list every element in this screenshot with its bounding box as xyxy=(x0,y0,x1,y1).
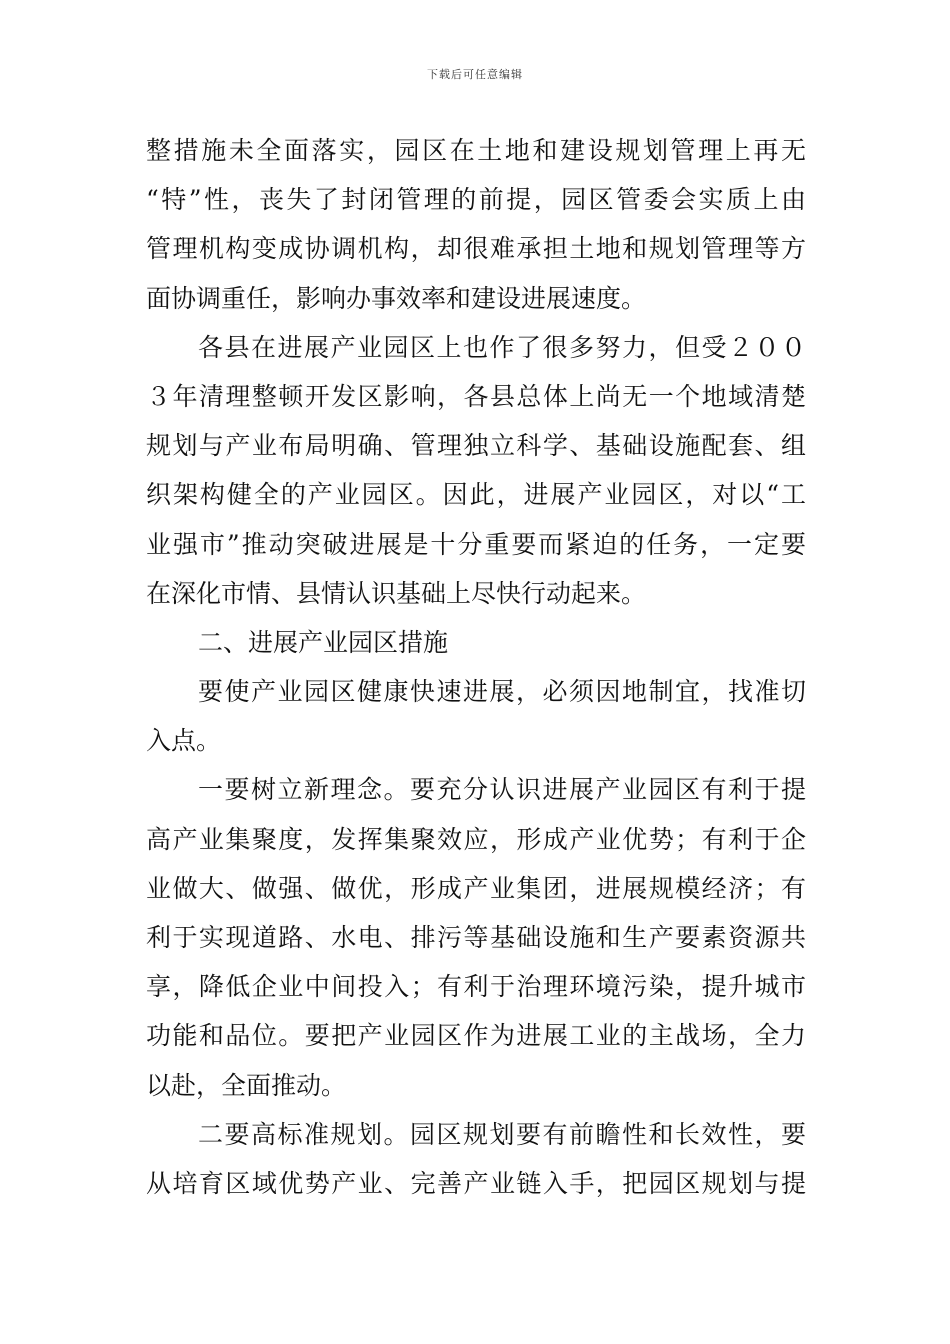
text-line: 从培育区域优势产业、完善产业链入手，把园区规划与提 xyxy=(146,1168,806,1198)
text-line: 面协调重任，影响办事效率和建设进展速度。 xyxy=(146,283,647,313)
text-line: 织架构健全的产业园区。因此，进展产业园区，对以“工 xyxy=(146,480,806,510)
text-line: ３年清理整顿开发区影响，各县总体上尚无一个地域清楚 xyxy=(146,381,806,411)
text-line: “特”性，丧失了封闭管理的前提，园区管委会实质上由 xyxy=(146,185,806,215)
text-line: 以赴，全面推动。 xyxy=(146,1070,347,1100)
text-line: 管理机构变成协调机构，却很难承担土地和规划管理等方 xyxy=(146,234,806,264)
text-line: 业强市”推动突破进展是十分重要而紧迫的任务，一定要 xyxy=(146,529,806,559)
page-header: 下载后可任意编辑 xyxy=(427,68,523,81)
text-line: 享，降低企业中间投入；有利于治理环境污染，提升城市 xyxy=(146,972,806,1002)
text-line: 要使产业园区健康快速进展，必须因地制宜，找准切 xyxy=(198,677,806,707)
text-line: 功能和品位。要把产业园区作为进展工业的主战场，全力 xyxy=(146,1021,806,1051)
text-line: 二、进展产业园区措施 xyxy=(198,627,449,657)
text-line: 整措施未全面落实，园区在土地和建设规划管理上再无 xyxy=(146,136,806,165)
text-line: 一要树立新理念。要充分认识进展产业园区有利于提 xyxy=(198,775,806,805)
text-line: 入点。 xyxy=(146,726,222,756)
text-line: 业做大、做强、做优，形成产业集团，进展规模经济；有 xyxy=(146,873,806,903)
text-line: 在深化市情、县情认识基础上尽快行动起来。 xyxy=(146,578,647,608)
text-line: 二要高标准规划。园区规划要有前瞻性和长效性，要 xyxy=(198,1119,806,1149)
text-line: 规划与产业布局明确、管理独立科学、基础设施配套、组 xyxy=(146,431,806,461)
text-line: 各县在进展产业园区上也作了很多努力，但受２００ xyxy=(198,332,806,362)
text-line: 高产业集聚度，发挥集聚效应，形成产业优势；有利于企 xyxy=(146,824,806,854)
document-body xyxy=(146,126,806,1208)
text-line: 利于实现道路、水电、排污等基础设施和生产要素资源共 xyxy=(146,923,806,952)
